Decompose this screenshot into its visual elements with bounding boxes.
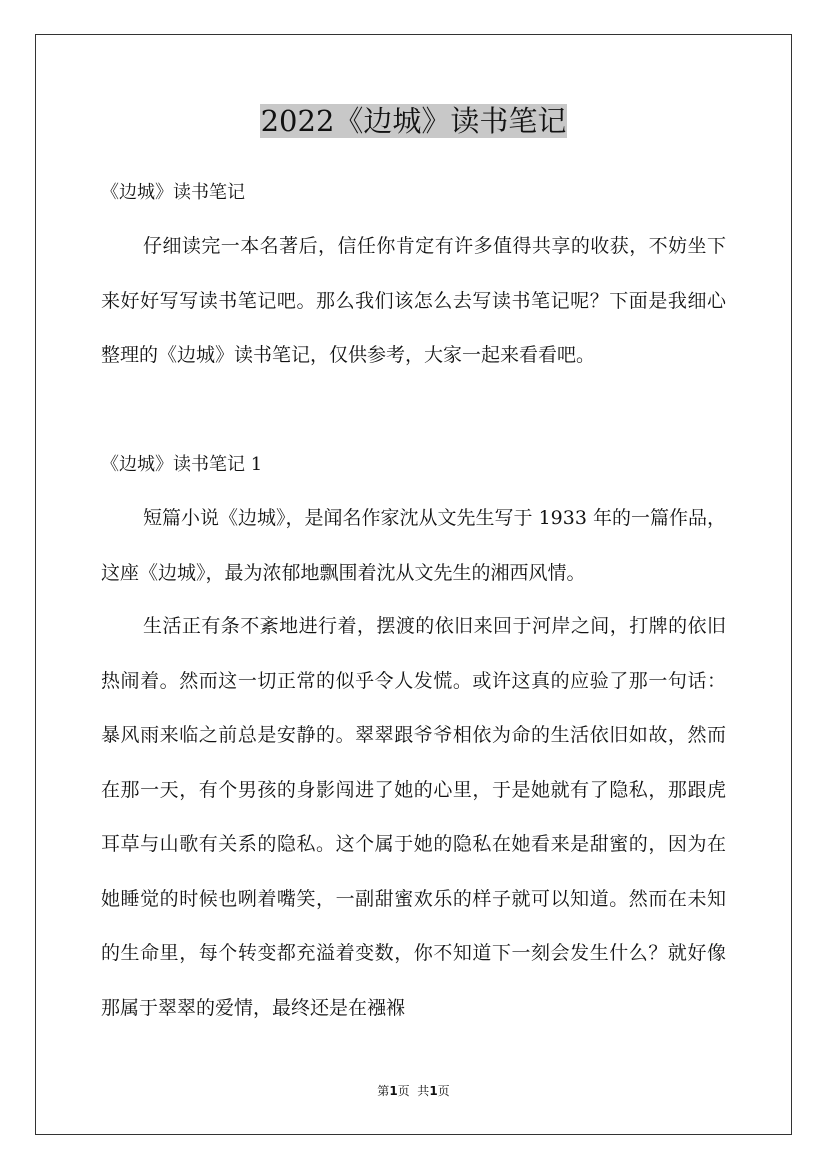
intro-paragraph: 仔细读完一本名著后，信任你肯定有许多值得共享的收获，不妨坐下来好好写写读书笔记吧。那么我们该怎么去写读书笔记呢？下面是我细心整理的《边城》读书笔记，仅供参考，大家一起来看看吧。 — [101, 235, 726, 366]
footer-page-total: 1 — [429, 1084, 438, 1098]
section1-paragraph-2: 生活正有条不紊地进行着，摆渡的依旧来回于河岸之间，打牌的依旧热闹着。然而这一切正常的似乎令人发慌。或许这真的应验了那一句话：暴风雨来临之前总是安静的。翠翠跟爷爷相依为命的生活依旧如故，然而在那一天，有个男孩的身影闯进了她的心里，于是她就有了隐私，那跟虎耳草与山歌有关系的隐私。这个属于她的隐私在她看来是甜蜜的，因为在她睡觉的时候也咧着嘴笑，一副甜蜜欢乐的样子就可以知道。然而在未知的生命里，每个转变都充溢着变数，你不知道下一刻会发生什么？就好像那属于翠翠的爱情，最终还是在襁褓 — [101, 615, 726, 1019]
footer-page-current: 1 — [389, 1084, 398, 1098]
footer-page-mid: 页 共 — [397, 1084, 430, 1098]
footer-page-prefix: 第 — [377, 1084, 390, 1098]
intro-heading: 《边城》读书笔记 — [101, 182, 245, 203]
document-title-text: 2022《边城》读书笔记 — [260, 104, 567, 138]
section1-paragraph-1: 短篇小说《边城》，是闻名作家沈从文先生写于 1933 年的一篇作品，这座《边城》，最为浓郁地飘围着沈从文先生的湘西风情。 — [101, 507, 726, 584]
section1-heading: 《边城》读书笔记 1 — [101, 454, 263, 475]
footer-page-suffix: 页 — [437, 1084, 450, 1098]
document-title — [0, 100, 827, 142]
page-footer — [0, 1083, 827, 1099]
